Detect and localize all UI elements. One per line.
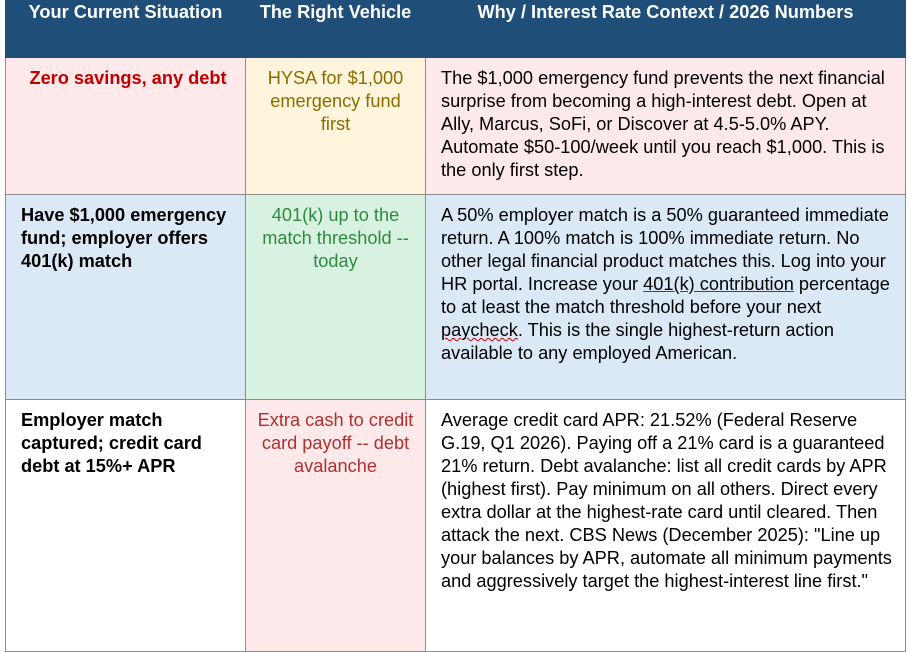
why-text: percentage to at least the match threshold before your next [441, 274, 890, 317]
table-row [6, 58, 906, 195]
situation-cell: Employer match captured; credit card debt at 15%+ APR [6, 400, 246, 652]
table-header [6, 1, 906, 58]
vehicle-cell: HYSA for $1,000 emergency fund first [246, 58, 426, 195]
why-text: A 50% employer match is a 50% guaranteed immediate return. A 100% match is 100% immediate return. No other legal financial product matches this. Log into your HR portal. Increase your [441, 205, 889, 294]
why-cell: The $1,000 emergency fund prevents the next financial surprise from becoming a high-interest debt. Open at Ally, Marcus, SoFi, or Discover at 4.5-5.0% APY. Automate $50-100/week until you reach $1,000. This is the only first step. [426, 58, 906, 195]
header-why: Why / Interest Rate Context / 2026 Numbers [426, 1, 906, 58]
header-situation: Your Current Situation [6, 1, 246, 58]
table-row [6, 195, 906, 400]
why-cell: Average credit card APR: 21.52% (Federal Reserve G.19, Q1 2026). Paying off a 21% card is a guaranteed 21% return. Debt avalanche: list all credit cards by APR (highest first). Pay minimum on all others. Direct every extra dollar at the highest-rate card until cleared. Then attack the next. CBS News (December 2025): "Line up your balances by APR, automate all minimum payments and aggressively target the highest-interest line first." [426, 400, 906, 652]
vehicle-cell: 401(k) up to the match threshold -- today [246, 195, 426, 400]
spellcheck-word: paycheck [441, 320, 518, 340]
header-row [6, 1, 906, 58]
why-cell [426, 195, 906, 400]
contribution-link-text: 401(k) contribution [643, 274, 794, 294]
why-text: . This is the single highest-return action available to any employed American. [441, 320, 834, 363]
situation-cell: Have $1,000 emergency fund; employer offers 401(k) match [6, 195, 246, 400]
table-row [6, 400, 906, 652]
situation-cell: Zero savings, any debt [6, 58, 246, 195]
header-vehicle: The Right Vehicle [246, 1, 426, 58]
financial-priorities-table [5, 0, 906, 652]
table-body [6, 58, 906, 652]
vehicle-cell: Extra cash to credit card payoff -- debt avalanche [246, 400, 426, 652]
